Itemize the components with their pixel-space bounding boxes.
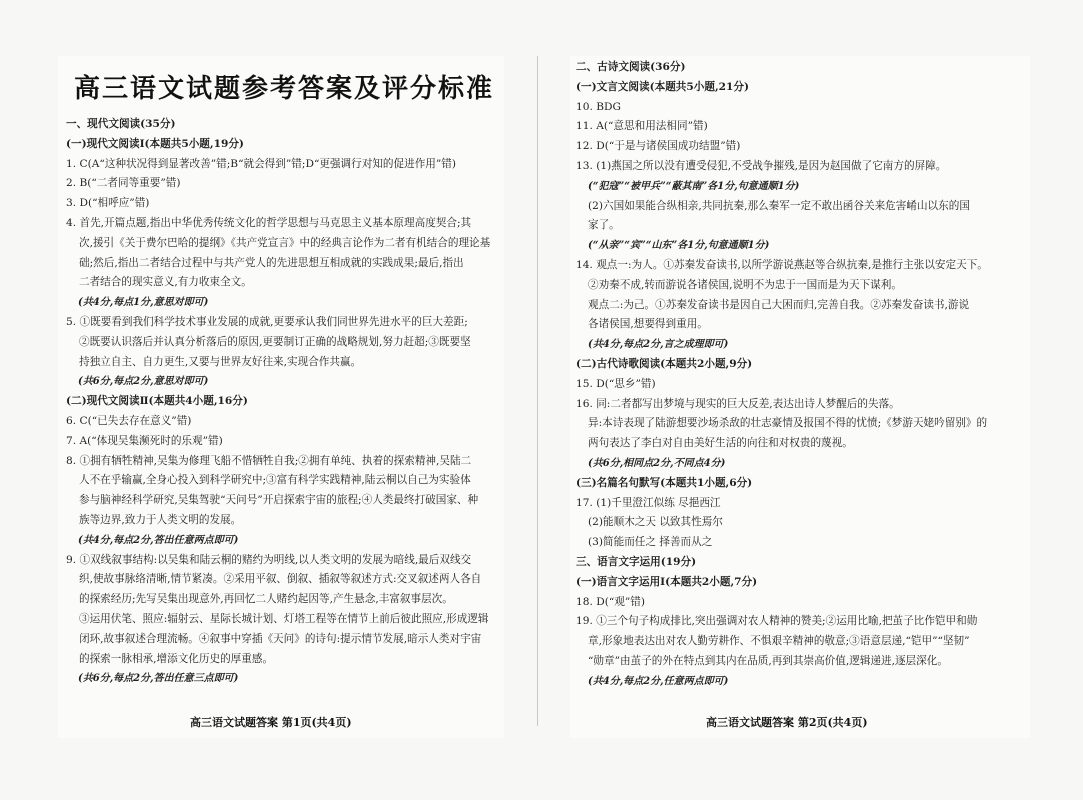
- answer-line: 12. D(“于是与诸侯国成功结盟”错): [576, 140, 741, 153]
- page-2: [570, 56, 1030, 738]
- answer-line: 两句表达了李白对自由美好生活的向往和对权贵的蔑视。: [588, 437, 853, 450]
- scoring-note: (共4分,每点2分,答出任意两点即可): [78, 534, 239, 546]
- answer-list-right: [576, 58, 1026, 692]
- answer-line: 4. 首先,开篇点题,指出中华优秀传统文化的哲学思想与马克思主义基本原理高度契合;其: [66, 216, 472, 229]
- answer-line: 17. (1)千里澄江似练 尽挹西江: [576, 496, 721, 509]
- answer-line: ②既要认识落后并认真分析落后的原因,更要制订正确的战略规划,努力赶超;③既要坚: [79, 335, 471, 348]
- answer-line: 各诸侯国,想要得到重用。: [588, 318, 708, 331]
- answer-line: 8. ①拥有牺牲精神,吴集为修理飞船不惜牺牲自我;②拥有单纯、执着的探索精神,吴陆二: [66, 454, 472, 467]
- scoring-note: (共4分,每点2分,任意两点即可): [588, 675, 729, 687]
- answer-line: 异:本诗表现了陆游想要沙场杀敌的壮志豪情及报国不得的忧愤;《梦游天姥吟留别》的: [588, 417, 988, 430]
- section-heading: (二)古代诗歌阅读(本题共2小题,9分): [576, 357, 753, 370]
- page-1: [58, 56, 504, 738]
- answer-line: 参与脑神经科学研究,吴集驾驶“天问号”开启探索宇宙的旅程;④人类最终打破国家、种: [79, 494, 479, 507]
- answer-line: 持独立自主、自力更生,又要与世界友好往来,实现合作共赢。: [79, 355, 362, 368]
- answer-line: 2. B(“二者同等重要”错): [66, 177, 181, 190]
- answer-line: 织,使故事脉络清晰,情节紧凑。②采用平叙、倒叙、插叙等叙述方式:交叉叙述两人各自: [79, 573, 482, 586]
- answer-line: “勋章”由茧子的外在特点到其内在品质,再到其崇高价值,逻辑递进,逐层深化。: [588, 654, 948, 667]
- answer-line: 二者结合的现实意义,有力收束全文。: [79, 276, 252, 289]
- scoring-note: (“从亲”“宾”“山东”各1分,句意通顺1分): [588, 240, 770, 252]
- answer-line: (3)简能而任之 择善而从之: [588, 536, 713, 549]
- answer-line: 16. 同:二者都写出梦境与现实的巨大反差,表达出诗人梦醒后的失落。: [576, 397, 900, 410]
- section-heading: (二)现代文阅读Ⅱ(本题共4小题,16分): [66, 395, 248, 408]
- answer-line: 章,形象地表达出对农人勤劳耕作、不惧艰辛精神的敬意;③语意层递,“铠甲”“坚韧”: [588, 635, 970, 648]
- answer-line: 家了。: [588, 219, 620, 232]
- scoring-note: (共6分,每点2分,答出任意三点即可): [78, 673, 239, 685]
- page-divider: [537, 56, 538, 726]
- answer-list-left: [66, 115, 502, 689]
- answer-line: ③运用伏笔、照应:辐射云、星际长城计划、灯塔工程等在情节上前后彼此照应,形成逻辑: [79, 612, 489, 625]
- answer-line: 9. ①双线叙事结构:以吴集和陆云桐的赌约为明线,以人类文明的发展为暗线,最后双线交: [66, 553, 472, 566]
- answer-line: 人不在乎输赢,全身心投入到科学研究中;③富有科学实践精神,陆云桐以自己为实验体: [79, 474, 471, 487]
- answer-line: (2)六国如果能合纵相亲,共同抗秦,那么秦军一定不敢出函谷关来危害崤山以东的国: [588, 199, 970, 212]
- answer-line: 族等边界,致力于人类文明的发展。: [79, 513, 242, 526]
- answer-line: 15. D(“思乡”错): [576, 377, 656, 390]
- answer-line: 础;然后,指出二者结合过程中与共产党人的先进思想互相成就的实践成果;最后,指出: [79, 256, 464, 269]
- answer-line: 的探索经历;先写吴集出现意外,再回忆二人赌约起因等,产生悬念,丰富叙事层次。: [79, 593, 453, 606]
- page-footer-1: 高三语文试题答案 第1页(共4页): [190, 716, 352, 729]
- answer-line: 10. BDG: [576, 100, 621, 113]
- section-heading: 三、语言文字运用(19分): [576, 555, 697, 568]
- answer-line: 11. A(“意思和用法相同”错): [576, 120, 708, 133]
- answer-line: 6. C(“已失去存在意义”错): [66, 414, 192, 427]
- scoring-note: (共4分,每点1分,意思对即可): [78, 297, 209, 309]
- scoring-note: (共6分,相同点2分,不同点4分): [588, 457, 726, 469]
- section-heading: (一)语言文字运用Ⅰ(本题共2小题,7分): [576, 575, 758, 588]
- answer-line: 13. (1)燕国之所以没有遭受侵犯,不受战争摧残,是因为赵国做了它南方的屏障。: [576, 159, 947, 172]
- scoring-note: (共6分,每点2分,意思对即可): [78, 376, 209, 388]
- answer-line: 18. D(“观”错): [576, 595, 645, 608]
- scoring-note: (共4分,每点2分,言之成理即可): [588, 339, 729, 351]
- answer-line: (2)能顺木之天 以致其性焉尔: [588, 516, 723, 529]
- section-heading: (一)文言文阅读(本题共5小题,21分): [576, 80, 749, 93]
- page-title: 高三语文试题参考答案及评分标准: [73, 74, 494, 104]
- answer-line: 闭环,故事叙述合理流畅。④叙事中穿插《天问》的诗句:提示情节发展,暗示人类对宇宙: [79, 632, 482, 645]
- section-heading: 一、现代文阅读(35分): [66, 118, 176, 130]
- scoring-note: (“犯寇”“被甲兵”“蔽其南”各1分,句意通顺1分): [588, 180, 800, 192]
- answer-line: 1. C(A“这种状况得到显著改善”错;B“就会得到”错;D“更强调行对知的促进作用”错): [66, 157, 457, 170]
- section-heading: (三)名篇名句默写(本题共1小题,6分): [576, 476, 753, 489]
- page-footer-2: 高三语文试题答案 第2页(共4页): [706, 716, 868, 729]
- answer-line: 3. D(“相呼应”错): [66, 197, 150, 210]
- answer-line: 19. ①三个句子构成排比,突出强调对农人精神的赞美;②运用比喻,把茧子比作铠甲和勋: [576, 615, 978, 628]
- answer-line: 14. 观点一:为人。①苏秦发奋读书,以所学游说燕赵等合纵抗秦,是推行主张以安定天下。: [576, 258, 988, 271]
- answer-line: 的探索一脉相承,增添文化历史的厚重感。: [79, 652, 274, 665]
- answer-line: 7. A(“体现吴集濒死时的乐观”错): [66, 434, 223, 447]
- answer-line: ②劝秦不成,转而游说各诸侯国,说明不为忠于一国而是为天下谋利。: [588, 278, 902, 291]
- answer-line: 5. ①既要看到我们科学技术事业发展的成就,更要承认我们同世界先进水平的巨大差距;: [66, 315, 468, 328]
- answer-line: 观点二:为己。①苏秦发奋读书是因自己大困而归,完善自我。②苏秦发奋读书,游说: [588, 298, 970, 311]
- section-heading: (一)现代文阅读Ⅰ(本题共5小题,19分): [66, 137, 244, 150]
- section-heading: 二、古诗文阅读(36分): [576, 61, 686, 73]
- answer-line: 次,援引《关于费尔巴哈的提纲》《共产党宣言》中的经典言论作为二者有机结合的理论基: [79, 236, 491, 249]
